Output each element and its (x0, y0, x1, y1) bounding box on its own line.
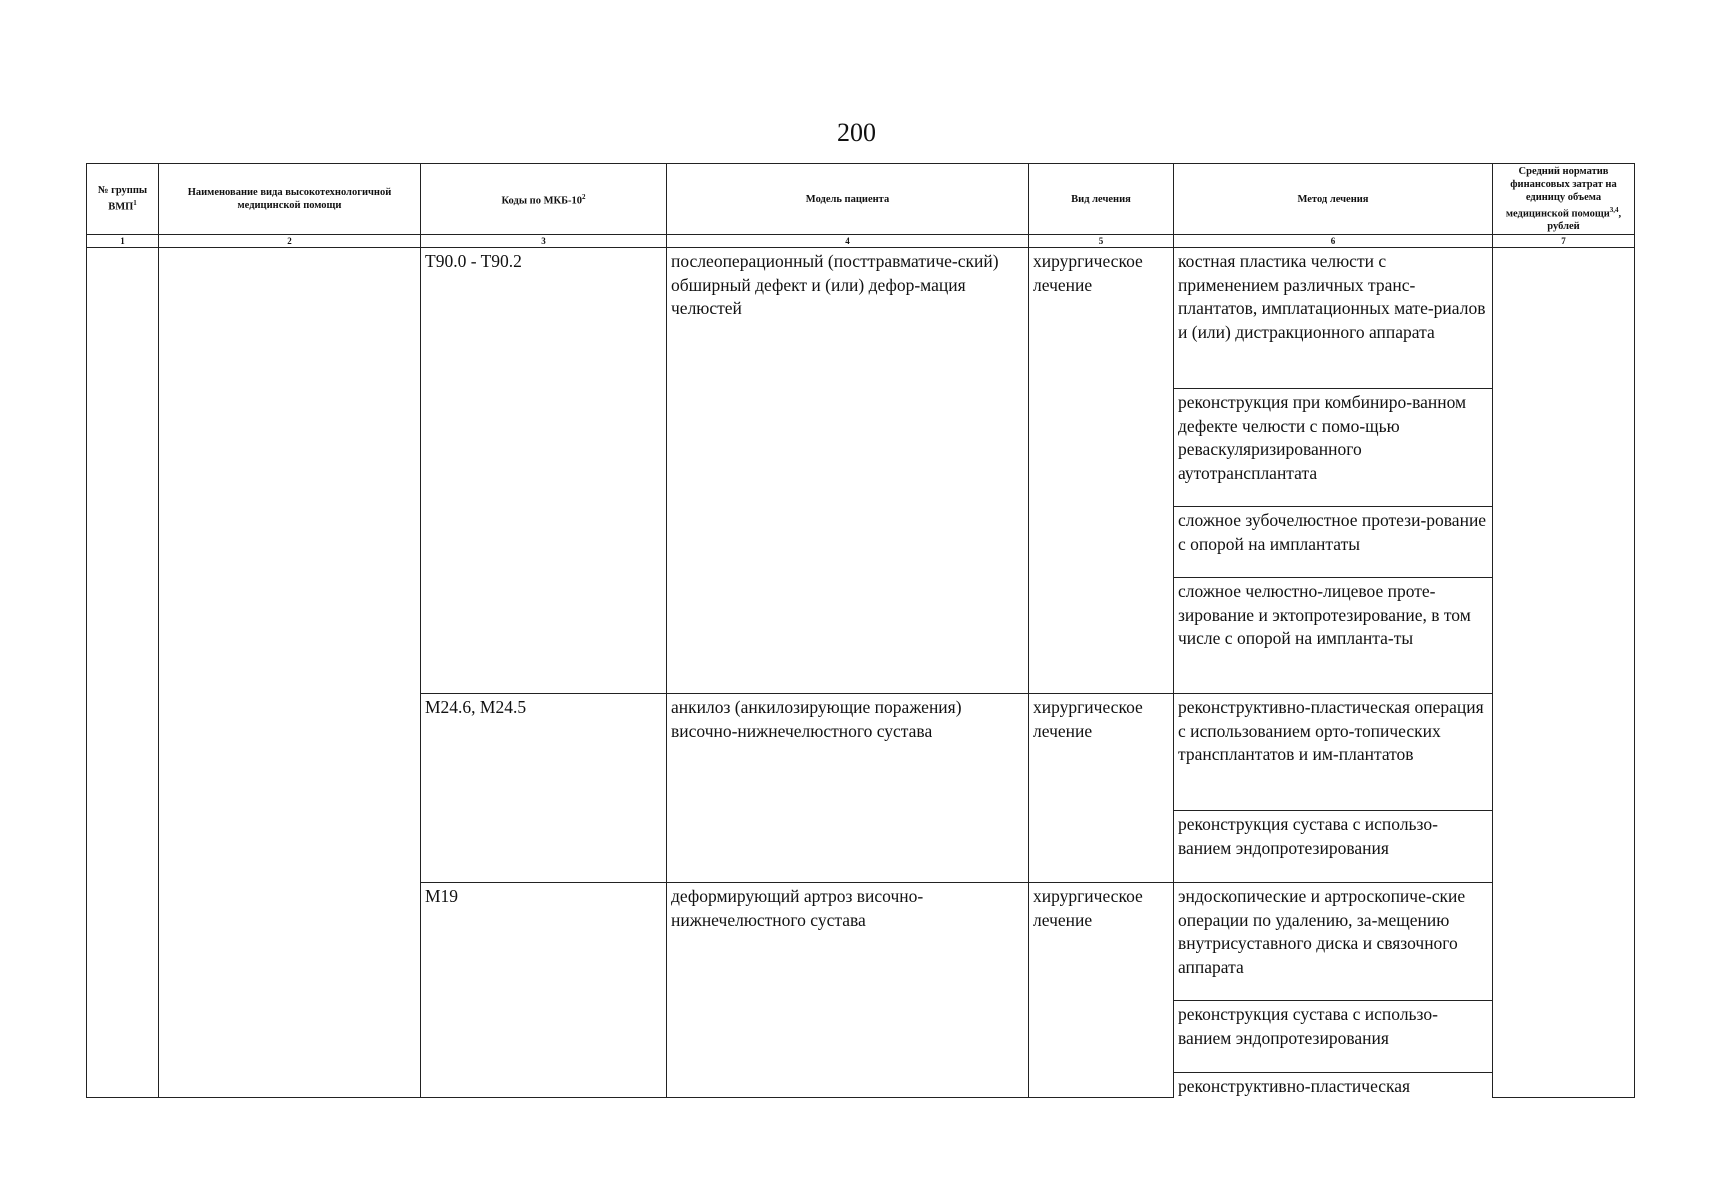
header-icd-codes: Коды по МКБ-$10^2$ (421, 164, 667, 235)
treatment-method-cell (1174, 883, 1493, 1098)
method-item: костная пластика челюсти с применением различных транс-плантатов, имплатационных мате-риалов и (или) дистракционного аппарата (1174, 248, 1492, 389)
method-item: реконструкция сустава с использо-ванием эндопротезирования (1174, 1001, 1492, 1073)
cost-standard-cell (1493, 248, 1635, 1098)
treatment-type-cell: хирургическое лечение (1029, 248, 1174, 694)
method-item: реконструктивно-пластическая операция с использованием орто-топических трансплантатов и им-плантатов (1174, 694, 1492, 811)
column-number: 3 (421, 235, 667, 248)
header-patient-model: Модель пациента (667, 164, 1029, 235)
header-treatment-method: Метод лечения (1174, 164, 1493, 235)
column-number: 2 (159, 235, 421, 248)
treatment-type-cell: хирургическое лечение (1029, 883, 1174, 1098)
icd-codes-cell: T90.0 - T90.2 (421, 248, 667, 694)
patient-model-cell: послеоперационный (посттравматиче-ский) обширный дефект и (или) дефор-мация челюстей (667, 248, 1029, 694)
treatment-type-cell: хирургическое лечение (1029, 694, 1174, 883)
column-number-row (87, 235, 1635, 248)
header-row (87, 164, 1635, 235)
icd-codes-cell: M24.6, M24.5 (421, 694, 667, 883)
header-vmp-name: Наименование вида высокотехнологичной медицинской помощи (159, 164, 421, 235)
header-cost-standard: Средний норматив финансовых затрат на единицу объема медицинской помощи$^{3,4}$, рублей (1493, 164, 1635, 235)
column-number: 4 (667, 235, 1029, 248)
vmp-table (86, 163, 1635, 1098)
column-number: 6 (1174, 235, 1493, 248)
group-number-cell (87, 248, 159, 1098)
method-item: реконструктивно-пластическая (1178, 1076, 1411, 1096)
method-item: эндоскопические и артроскопиче-ские операции по удалению, за-мещению внутрисуставного диска и связочного аппарата (1174, 883, 1492, 1001)
icd-codes-cell: M19 (421, 883, 667, 1098)
method-item: сложное челюстно-лицевое проте-зирование и эктопротезирование, в том числе с опорой на импланта-ты (1178, 581, 1471, 648)
patient-model-cell: деформирующий артроз височно-нижнечелюстного сустава (667, 883, 1029, 1098)
method-item: сложное зубочелюстное протези-рование с опорой на имплантаты (1174, 507, 1492, 578)
header-group-number: № группы ВМП$^1$ (87, 164, 159, 235)
method-item: реконструкция сустава с использо-ванием эндопротезирования (1178, 814, 1438, 858)
column-number: 5 (1029, 235, 1174, 248)
page-number: 200 (837, 118, 876, 147)
table-row (87, 248, 1635, 694)
treatment-method-cell (1174, 694, 1493, 883)
vmp-name-cell (159, 248, 421, 1098)
treatment-method-cell (1174, 248, 1493, 694)
column-number: 1 (87, 235, 159, 248)
patient-model-cell: анкилоз (анкилозирующие поражения) височно-нижнечелюстного сустава (667, 694, 1029, 883)
column-number: 7 (1493, 235, 1635, 248)
method-item: реконструкция при комбиниро-ванном дефекте челюсти с помо-щью реваскуляризированного аутотрансплантата (1174, 389, 1492, 507)
header-treatment-type: Вид лечения (1029, 164, 1174, 235)
